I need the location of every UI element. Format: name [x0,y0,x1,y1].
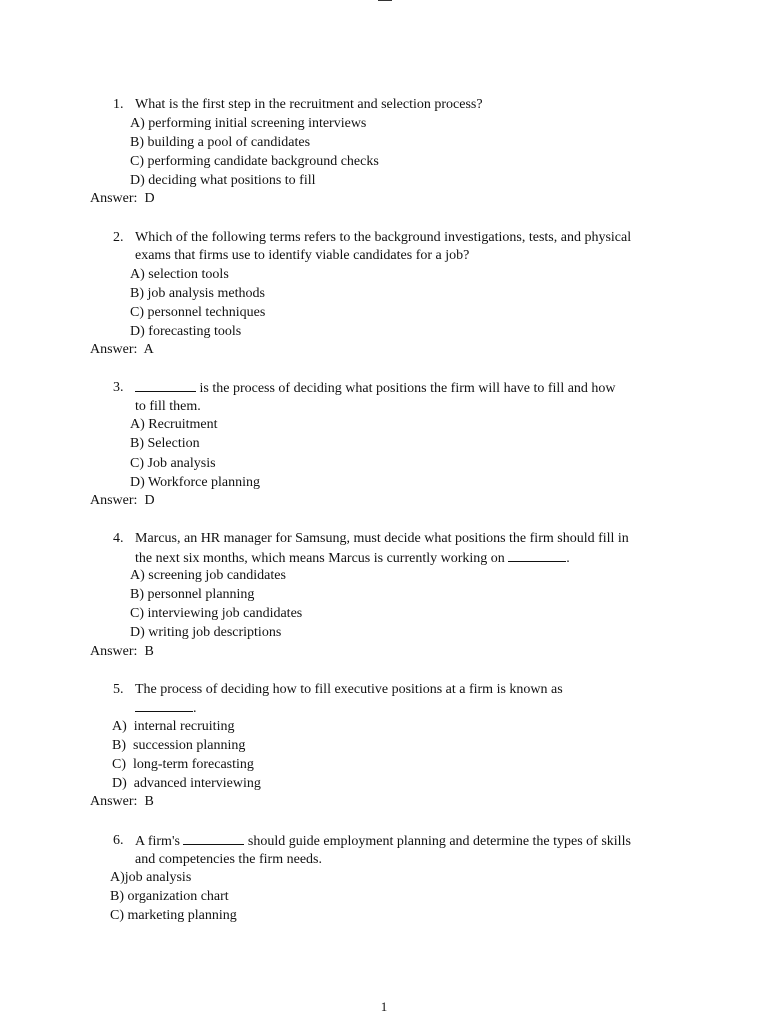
answer-label: Answer: [90,493,138,508]
option-text: organization chart [127,889,229,904]
option-text: building a pool of candidates [147,135,311,150]
option-letter: D) [130,625,145,640]
answer-label: Answer: [90,644,138,659]
option-c [110,907,237,925]
option-text: performing initial screening interviews [148,116,367,131]
question-text-line: the next six months, which means Marcus is currently working on . [135,551,570,566]
option-letter: A) [110,870,125,885]
option-letter: B) [130,135,144,150]
fill-in-blank [135,699,193,712]
option-text: personnel techniques [147,305,266,320]
option-text: Selection [147,436,200,451]
option-text: selection tools [148,267,229,282]
question-text-line: . [135,699,197,717]
fill-in-blank [183,832,244,845]
option-c [130,605,302,623]
option-letter: A) [112,719,127,734]
option-d [130,624,281,642]
question-text: to fill them. [135,399,201,414]
question-number: 5. [113,682,124,697]
option-letter: C) [130,606,144,621]
option-text: personnel planning [147,587,255,602]
answer-value: D [144,191,155,206]
option-letter: B) [110,889,124,904]
option-a [130,115,366,133]
answer-value: A [143,342,154,357]
question-text: The process of deciding how to fill executive positions at a firm is known as [135,682,563,697]
answer-label: Answer: [90,191,138,206]
option-letter: A) [130,267,145,282]
question-text: is the process of deciding what positions the firm will have to fill and how [196,381,616,396]
option-a [112,718,234,736]
answer-line [90,643,154,661]
option-text: Recruitment [148,417,218,432]
option-letter: C) [112,757,126,772]
question-text: A firm's [135,834,184,849]
answer-value: B [144,644,154,659]
option-text: writing job descriptions [148,625,282,640]
option-letter: B) [130,286,144,301]
option-a [130,266,229,284]
option-d [130,323,241,341]
question-text: Which of the following terms refers to the background investigations, tests, and physical [135,230,632,245]
option-letter: D) [130,475,145,490]
header-mark [378,0,392,1]
question-text: and competencies the firm needs. [135,852,322,867]
option-letter: A) [130,116,145,131]
question-text: Marcus, an HR manager for Samsung, must decide what positions the firm should fill in [135,531,629,546]
answer-line [90,341,154,359]
question-text: What is the first step in the recruitment and selection process? [135,97,483,112]
option-a [130,567,286,585]
option-letter: C) [130,456,144,471]
option-c [112,756,254,774]
option-d [130,172,316,190]
option-a [110,869,191,887]
option-text: job analysis methods [147,286,265,301]
option-text: long-term forecasting [133,757,254,772]
option-letter: A) [130,568,145,583]
option-d [112,775,261,793]
option-c [130,455,216,473]
option-text: marketing planning [127,908,237,923]
option-letter: C) [130,305,144,320]
option-b [112,737,245,755]
option-c [130,153,379,171]
question-text: the next six months, which means Marcus is currently working on [135,551,509,566]
option-text: interviewing job candidates [147,606,303,621]
option-c [130,304,265,322]
option-b [130,285,265,303]
answer-line [90,190,155,208]
page-number: 1 [380,999,388,1014]
option-text: succession planning [133,738,246,753]
option-b [130,435,200,453]
question-number: 1. [113,97,124,112]
option-a [130,416,217,434]
answer-label: Answer: [90,794,138,809]
fill-in-blank [135,379,196,392]
question-text: exams that firms use to identify viable candidates for a job? [135,248,470,263]
question-number: 2. [113,230,124,245]
option-letter: B) [130,436,144,451]
option-letter: B) [130,587,144,602]
option-text: deciding what positions to fill [148,173,316,188]
question-text-line [135,832,631,850]
option-letter: D) [130,324,145,339]
answer-label: Answer: [90,342,138,357]
option-b [110,888,229,906]
option-letter: B) [112,738,126,753]
fill-in-blank [508,549,566,562]
answer-value: B [144,794,154,809]
question-number: 4. [113,531,124,546]
question-text: should guide employment planning and determine the types of skills [244,834,631,849]
question-number: 3. [113,380,124,395]
option-letter: C) [130,154,144,169]
option-text: performing candidate background checks [147,154,379,169]
option-text: internal recruiting [133,719,235,734]
option-d [130,474,260,492]
question-number: 6. [113,833,124,848]
option-letter: D) [130,173,145,188]
option-letter: A) [130,417,145,432]
answer-value: D [144,493,155,508]
option-text: screening job candidates [148,568,286,583]
option-text: advanced interviewing [133,776,261,791]
option-letter: C) [110,908,124,923]
option-b [130,134,310,152]
option-text: Workforce planning [148,475,261,490]
option-text: Job analysis [147,456,216,471]
answer-line [90,793,154,811]
answer-line [90,492,155,510]
question-text-line [135,379,616,397]
option-text: forecasting tools [148,324,242,339]
option-b [130,586,254,604]
option-text: job analysis [124,870,192,885]
option-letter: D) [112,776,127,791]
